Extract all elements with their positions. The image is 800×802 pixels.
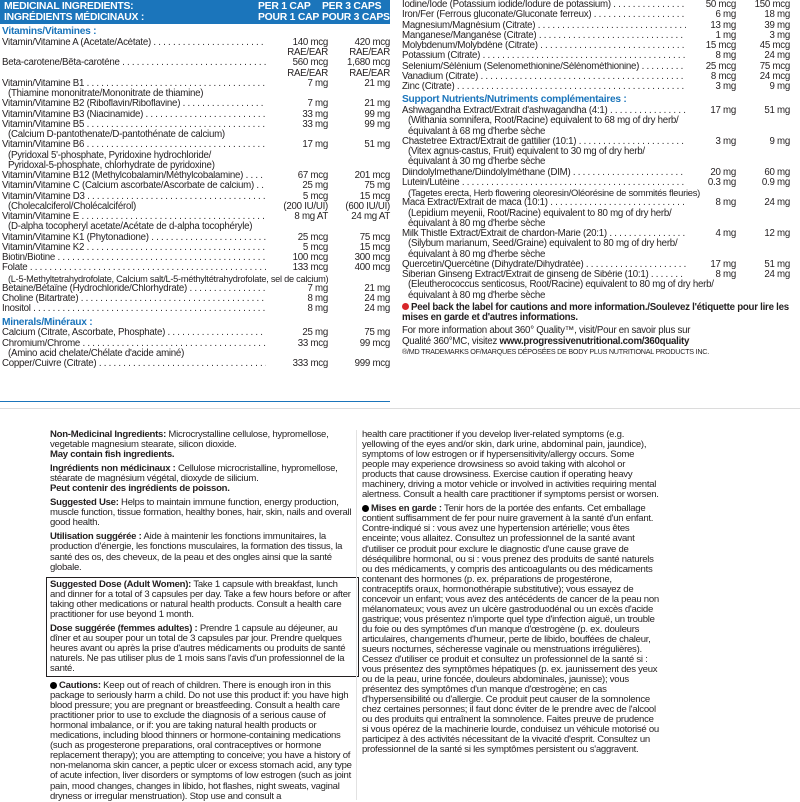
header-col1-fr: POUR 1 CAP — [258, 12, 320, 23]
column-bottom-rule — [0, 401, 390, 402]
ingredient-row: Maca Extract/Extrait de maca (10:1) . . . 8 mg 24 mg — [400, 198, 800, 208]
ingredient-row: Iodine/Iode (Potassium iodide/Iodure de potassium) . . . 50 mcg 150 mcg — [400, 0, 800, 10]
ingredient-row: Vitamin/Vitamine B3 (Niacinamide) . . . 33 mg 99 mg — [0, 110, 390, 120]
ingredient-detail: (Withania somnifera, Root/Racine) equivalent to 68 mg of dry herb/ — [408, 115, 679, 127]
ingredient-detail: (Vitex agnus-castus, Fruit) equivalent to 30 mg of dry herb/ — [408, 146, 645, 158]
ingredient-detail: (Tagetes erecta, Herb flowering oleoresin/Oléorésine de sommités fleuries) — [408, 187, 701, 199]
ingredient-row: Copper/Cuivre (Citrate) . . . 333 mcg 999 mcg — [0, 359, 390, 369]
ingredients-left-column — [0, 0, 390, 402]
header-name-en: MEDICINAL INGREDIENTS: — [4, 1, 134, 12]
ingredient-row: Inositol . . . 8 mg 24 mg — [0, 304, 390, 314]
ingredient-row: Manganese/Manganèse (Citrate) . . . 1 mg 3 mg — [400, 31, 800, 41]
mises-en-garde-fr: Mises en garde : Tenir hors de la portée des enfants. Cet emballage contient suffisamment de fer pour nuire gravement à la santé d'un enfant. Contre-indiqué si : vous avez une hypertension artérielle; vous êtes enceinte; vous allaitez. Consultez un professionnel de la santé avant d'utiliser ce produit pour exclure le diagnostic d'une cause grave de déséquilibre hormonal, ou si : vous prenez des produits de santé naturels ou des médicaments, y compris des anticoagulants ou des médicaments contenant des hormones (p. ex. préparations de progestérone, contraceptifs oraux, hormonothérapie substitutive); vous essayez de concevoir un enfant; vous avez des antécédents de cancer de la peau non mélanomateux; vous avez un ulcère gastroduodénal ou un excès d'acide gastrique; vous présentez n'importe quel type d'infection aiguë, un trouble du foie ou des symptômes d'un manque d'œstrogène (p. ex. douleurs articulaires, changements d'humeur, perte de libido, bouffées de chaleur, sueurs nocturnes, sécheresse vaginale ou menstruations irrégulières). Cessez d'utiliser ce produit et consultez un professionnel de la santé si : vous présentez des symptômes hépatiques (p. ex. jaunissement des yeux ou de la peau, urine foncée, douleurs abdominales, jaunisse); vous présentez des symptômes d'un manque d'œstrogène; en cas d'hypersensibilité ou d'allergie. Ce produit peut causer de la somnolence chez certaines personnes; il faut donc éviter de le prendre avec de l'alcool ou des produits qui entraînent la somnolence. Faites preuve de prudence si vous opérez de la machinerie lourde, conduisez un véhicule motorisé ou participez à des activités nécessitant de la vivacité d'esprit. Consultez un professionnel de la santé si les symptômes persistent ou s'aggravent. — [362, 503, 659, 756]
ingredient-unit-row: (Cholecalciferol/Cholécalciférol) (200 IU/UI) (600 IU/UI) — [8, 200, 390, 212]
ingredients-right-column — [400, 0, 800, 356]
ingredient-unit-row: RAE/EAR RAE/EAR — [287, 47, 390, 59]
ingredient-row: Quercetin/Quercétine (Dihydrate/Dihydratée) . . . 17 mg 51 mg — [400, 260, 800, 270]
ingredient-row: Siberian Ginseng Extract/Extrait de ginseng de Sibérie (10:1) . . . 8 mg 24 mg — [400, 270, 800, 280]
ingredient-detail: équivalant à 30 mg d'herbe sèche — [408, 156, 546, 168]
ingredient-detail: équivalant à 80 mg d'herbe sèche — [408, 289, 546, 301]
header-col1-en: PER 1 CAP — [258, 1, 311, 12]
vitamins-section-title: Vitamins/Vitamines : — [2, 26, 97, 37]
quality-url-link[interactable]: www.progressivenutritional.com/360quality — [499, 335, 690, 347]
ingredient-unit-row: RAE/EAR RAE/EAR — [287, 67, 390, 79]
suggested-use-fr: Utilisation suggérée : Aide à maintenir les fonctions immunitaires, la production d'énergie, les fonctions musculaires, la formation des tissus, la santé des os, des cheveux, de la peau et des ongles ainsi que la santé globale. — [50, 531, 343, 573]
column-divider — [356, 430, 357, 800]
ingredient-row: Vanadium (Citrate) . . . 8 mcg 24 mcg — [400, 72, 800, 82]
ingredient-detail: (Eleutherococcus senticosus, Root/Racine) equivalent to 80 mg of dry herb/ — [408, 279, 714, 291]
bullet-dot-icon — [362, 505, 369, 512]
ingredient-row: Choline (Bitartrate) . . . 8 mg 24 mg — [0, 294, 390, 304]
support-nutrients-title: Support Nutrients/Nutriments complémentaires : — [402, 94, 627, 106]
ingredient-row: Calcium (Citrate, Ascorbate, Phosphate) . . . 25 mg 75 mg — [0, 328, 390, 338]
ingredient-row: Chromium/Chrome . . . 33 mcg 99 mcg — [0, 339, 390, 349]
ingredient-row: Vitamin/Vitamine D3 . . . 5 mcg 15 mcg — [0, 192, 390, 202]
header-name-fr: INGRÉDIENTS MÉDICINAUX : — [4, 12, 145, 23]
ingredient-detail: Pyridoxal-5-phosphate, chlorhydrate de pyridoxine) — [8, 159, 215, 171]
ingredient-row: Magnesium/Magnésium (Citrate) . . . 13 mg 39 mg — [400, 21, 800, 31]
ingredient-detail: (Thiamine mononitrate/Mononitrate de thiamine) — [8, 88, 204, 100]
ingredient-row: Vitamin/Vitamine B2 (Riboflavin/Riboflavine) . . . 7 mg 21 mg — [0, 99, 390, 109]
suggested-dose-fr: Dose suggérée (femmes adultes) : Prendre 1 capsule au déjeuner, au dîner et au souper pour un total de 3 capsules par jour. Prendre quelques heures avant ou après la prise d'autres médicaments ou produits de santé naturels. Ne pas utiliser plus de 1 mois sans l'avis d'un professionnel de la santé. — [50, 622, 346, 674]
ingredient-row: Betaine/Bétaïne (Hydrochloride/Chlorhydrate) . . . 7 mg 21 mg — [0, 284, 390, 294]
ingredient-row: Vitamin/Vitamine B5 . . . 33 mg 99 mg — [0, 120, 390, 130]
ingredient-row: Milk Thistle Extract/Extrait de chardon-Marie (20:1) . . . 4 mg 12 mg — [400, 229, 800, 239]
directions-right-column — [362, 430, 662, 756]
red-dot-icon — [402, 303, 409, 310]
ingredient-row: Diindolylmethane/Diindolylméthane (DIM) . . . 20 mg 60 mg — [400, 168, 800, 178]
ingredient-row: Folate . . . 133 mcg 400 mcg — [0, 263, 390, 273]
ingredient-row: Vitamin/Vitamine B12 (Methylcobalamin/Méthylcobalamine) . . . 67 mcg 201 mcg — [0, 171, 390, 181]
ingredient-detail: (Pyridoxal 5'-phosphate, Pyridoxine hydrochloride/ — [8, 149, 212, 161]
cautions-en: Cautions: Keep out of reach of children. There is enough iron in this package to seriously harm a child. Do not use this product if: you have high blood pressure; you are pregnant or breastfeeding. Consult a health care practitioner prior to use to exclude the diagnosis of a serious cause of hormonal imbalance, or if: you are taking natural health products or medications, including blood thinners or hormone-containing medications (such as progesterone preparations, oral contraceptives or hormone replacement therapy); you are attempting to conceive; you have a history of non-melanoma skin cancer, a peptic ulcer or excess stomach acid, any type of acute infection, liver disorders or symptoms of low estrogen (such as joint pain, mood changes, changes in libido, hot flashes, night sweats, vaginal dryness or irregular menstruation). Stop use and consult a — [50, 680, 352, 802]
bullet-dot-icon — [50, 682, 57, 689]
header-col2-en: PER 3 CAPS — [322, 1, 382, 12]
ingredient-row: Vitamin/Vitamine K2 . . . 5 mcg 15 mcg — [0, 243, 390, 253]
suggested-dose-en: Suggested Dose (Adult Women): Take 1 capsule with breakfast, lunch and dinner for a total of 3 capsules per day. Take a few hours before or after taking other medications or natural health products. Consult a health care practitioner for use beyond 1 month. — [50, 578, 351, 620]
ingredients-table-header — [0, 0, 390, 24]
ingredient-row: Vitamin/Vitamine A (Acetate/Acétate) . . . 140 mcg 420 mcg — [0, 38, 390, 48]
ingredient-row: Beta-carotene/Bêta-carotène . . . 560 mcg 1,680 mcg — [0, 58, 390, 68]
cautions-en-continued: health care practitioner if you develop liver-related symptoms (e.g. yellowing of the eyes and/or skin, dark urine, abdominal pain, jaundice), symptoms of low estrogen or if hypersensitivity/allergy occurs. Some people may experience drowsiness so avoid taking with alcohol or products that cause drowsiness. Exercise caution if operating heavy machinery, driving a motor vehicle or involved in activities requiring mental alertness. Consult a health care practitioner if symptoms persist or worsen. — [362, 429, 659, 501]
ingredient-row: Vitamin/Vitamine E . . . 8 mg AT 24 mg AT — [0, 212, 390, 222]
ingredient-detail: équivalant à 80 mg d'herbe sèche — [408, 217, 546, 229]
ingredient-detail: (D-alpha tocopheryl acetate/Acétate de d-alpha tocophéryle) — [8, 221, 253, 233]
non-medicinal-en: Non-Medicinal Ingredients: Microcrystalline cellulose, hypromellose, vegetable magnesium stearate, silicon dioxide. May contain fish ingredients. — [50, 429, 329, 461]
peel-back-notice: Peel back the label for cautions and more information./Soulevez l'étiquette pour lire les mises en garde et d'autres informations. — [402, 301, 789, 324]
quality-info: For more information about 360° Quality™, visit/Pour en savoir plus sur Qualité 360°MC, visitez www.progressivenutritional.com/360quality — [402, 325, 691, 347]
minerals-list-continued — [400, 0, 800, 92]
ingredient-row: Vitamin/Vitamine B1 . . . 7 mg 21 mg — [0, 79, 390, 89]
ingredient-row: Potassium (Citrate) . . . 8 mg 24 mg — [400, 51, 800, 61]
ingredient-row: Vitamin/Vitamine K1 (Phytonadione) . . . 25 mcg 75 mcg — [0, 233, 390, 243]
panel-divider — [0, 408, 800, 409]
suggested-use-en: Suggested Use: Helps to maintain immune function, energy production, muscle function, tissue formation, healthy bones, hair, skin, nails and overall good health. — [50, 497, 352, 529]
ingredient-detail: (Calcium D-pantothenate/D-pantothénate de calcium) — [8, 129, 225, 141]
ingredient-row: Ashwagandha Extract/Extrait d'ashwagandha (4:1) . . . 17 mg 51 mg — [400, 106, 800, 116]
ingredient-row: Molybdenum/Molybdène (Citrate) . . . 15 mcg 45 mcg — [400, 41, 800, 51]
ingredient-row: Biotin/Biotine . . . 100 mcg 300 mcg — [0, 253, 390, 263]
non-medicinal-fr: Ingrédients non médicinaux : Cellulose microcristalline, hypromellose, stéarate de magnésium végétal, dioxyde de silicium. Peut contenir des ingrédients de poisson. — [50, 463, 338, 495]
ingredient-row: Chastetree Extract/Extrait de gattilier (10:1) . . . 3 mg 9 mg — [400, 137, 800, 147]
header-col2-fr: POUR 3 CAPS — [322, 12, 390, 23]
ingredient-detail: (Silybum marianum, Seed/Graine) equivalent to 80 mg of dry herb/ — [408, 238, 678, 250]
ingredient-detail: (Amino acid chelate/Chélate d'acide aminé) — [8, 347, 185, 359]
trademark-notice: ®/MD TRADEMARKS OF/MARQUES DÉPOSÉES DE BODY PLUS NUTRITIONAL PRODUCTS INC. — [402, 346, 709, 356]
ingredient-row: Vitamin/Vitamine C (Calcium ascorbate/Ascorbate de calcium) . . . 25 mg 75 mg — [0, 181, 390, 191]
ingredient-row: Iron/Fer (Ferrous gluconate/Gluconate ferreux) . . . 6 mg 18 mg — [400, 10, 800, 20]
directions-left-column — [50, 430, 355, 802]
ingredient-row: Vitamin/Vitamine B6 . . . 17 mg 51 mg — [0, 140, 390, 150]
ingredient-row: Selenium/Sélénium (Selenomethionine/Sélénométhionine) . . . 25 mcg 75 mcg — [400, 62, 800, 72]
ingredient-detail: équivalant à 68 mg d'herbe sèche — [408, 125, 546, 137]
ingredient-row: Zinc (Citrate) . . . 3 mg 9 mg — [400, 82, 800, 92]
ingredient-detail: équivalant à 80 mg d'herbe sèche — [408, 248, 546, 260]
ingredient-detail: (L-5-Methyltetrahydrofolate, Calcium salt/L-5-méthyltétrahydrofolate, sel de calcium) — [8, 273, 329, 284]
minerals-section-title: Minerals/Minéraux : — [2, 316, 93, 328]
suggested-dose-box — [46, 577, 359, 677]
ingredient-detail: (Lepidium meyenii, Root/Racine) equivalent to 80 mg of dry herb/ — [408, 207, 672, 219]
ingredient-row: Lutein/Lutéine . . . 0.3 mg 0.9 mg — [400, 178, 800, 188]
